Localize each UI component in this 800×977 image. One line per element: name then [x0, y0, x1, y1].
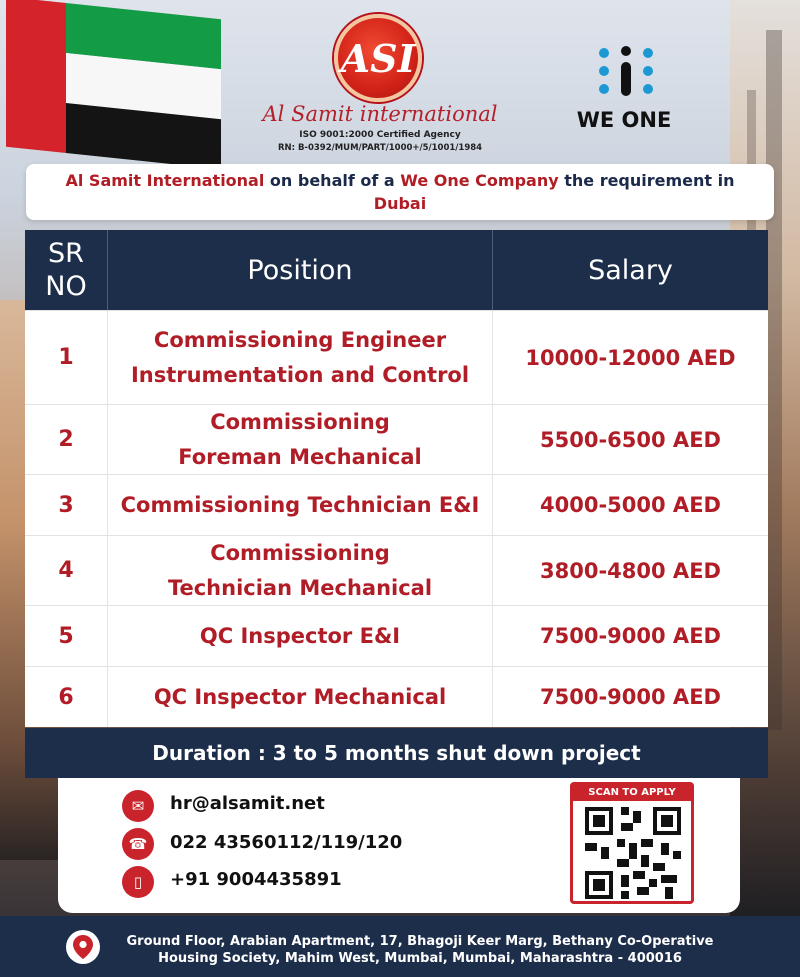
table-header	[25, 230, 768, 310]
qr-code-panel[interactable]	[570, 782, 694, 904]
iso-certification: ISO 9001:2000 Certified Agency	[299, 130, 461, 140]
asi-logo: ASI	[334, 14, 422, 102]
contact-email[interactable]: hr@alsamit.net	[170, 793, 325, 814]
table-row: 3 Commissioning Technician E&I 4000-5000 AED	[25, 474, 768, 535]
email-icon: ✉	[122, 790, 154, 822]
mobile-icon: ▯	[122, 866, 154, 898]
registration-number: RN: B-0392/MUM/PART/1000+/5/1001/1984	[277, 143, 483, 153]
table-row: 2 Commissioning Foreman Mechanical 5500-6500 AED	[25, 404, 768, 474]
table-row: 1 Commissioning Engineer Instrumentation and Control 10000-12000 AED	[25, 310, 768, 404]
header-position: Position	[108, 230, 493, 310]
header-sr-no: SR NO	[25, 230, 108, 310]
table-row: 5 QC Inspector E&I 7500-9000 AED	[25, 605, 768, 666]
table-row: 4 Commissioning Technician Mechanical 3800-4800 AED	[25, 535, 768, 605]
header-salary: Salary	[588, 254, 673, 286]
we-one-logo-icon	[596, 46, 656, 102]
contact-phone[interactable]: 022 43560112/119/120	[170, 832, 403, 853]
qr-label: SCAN TO APPLY	[573, 785, 691, 801]
footer	[0, 916, 800, 977]
contact-card	[58, 778, 740, 913]
jobs-table	[25, 230, 768, 727]
brand-name: Al Samit international	[262, 102, 498, 126]
partner-name: WE ONE	[576, 108, 672, 132]
table-row: 6 QC Inspector Mechanical 7500-9000 AED	[25, 666, 768, 727]
contact-mobile[interactable]: +91 9004435891	[170, 869, 342, 890]
phone-icon: ☎	[122, 828, 154, 860]
headline: Al Samit International on behalf of a We One Company the requirement in Dubai	[26, 164, 774, 220]
qr-code-icon	[585, 807, 681, 899]
address: Ground Floor, Arabian Apartment, 17, Bhagoji Keer Marg, Bethany Co-Operative Housing Society, Mahim West, Mumbai, Mumbai, Maharashtra - 400016	[126, 934, 714, 966]
uae-flag-icon	[6, 0, 221, 169]
duration-banner: Duration : 3 to 5 months shut down project	[25, 728, 768, 778]
location-pin-icon	[66, 930, 100, 964]
